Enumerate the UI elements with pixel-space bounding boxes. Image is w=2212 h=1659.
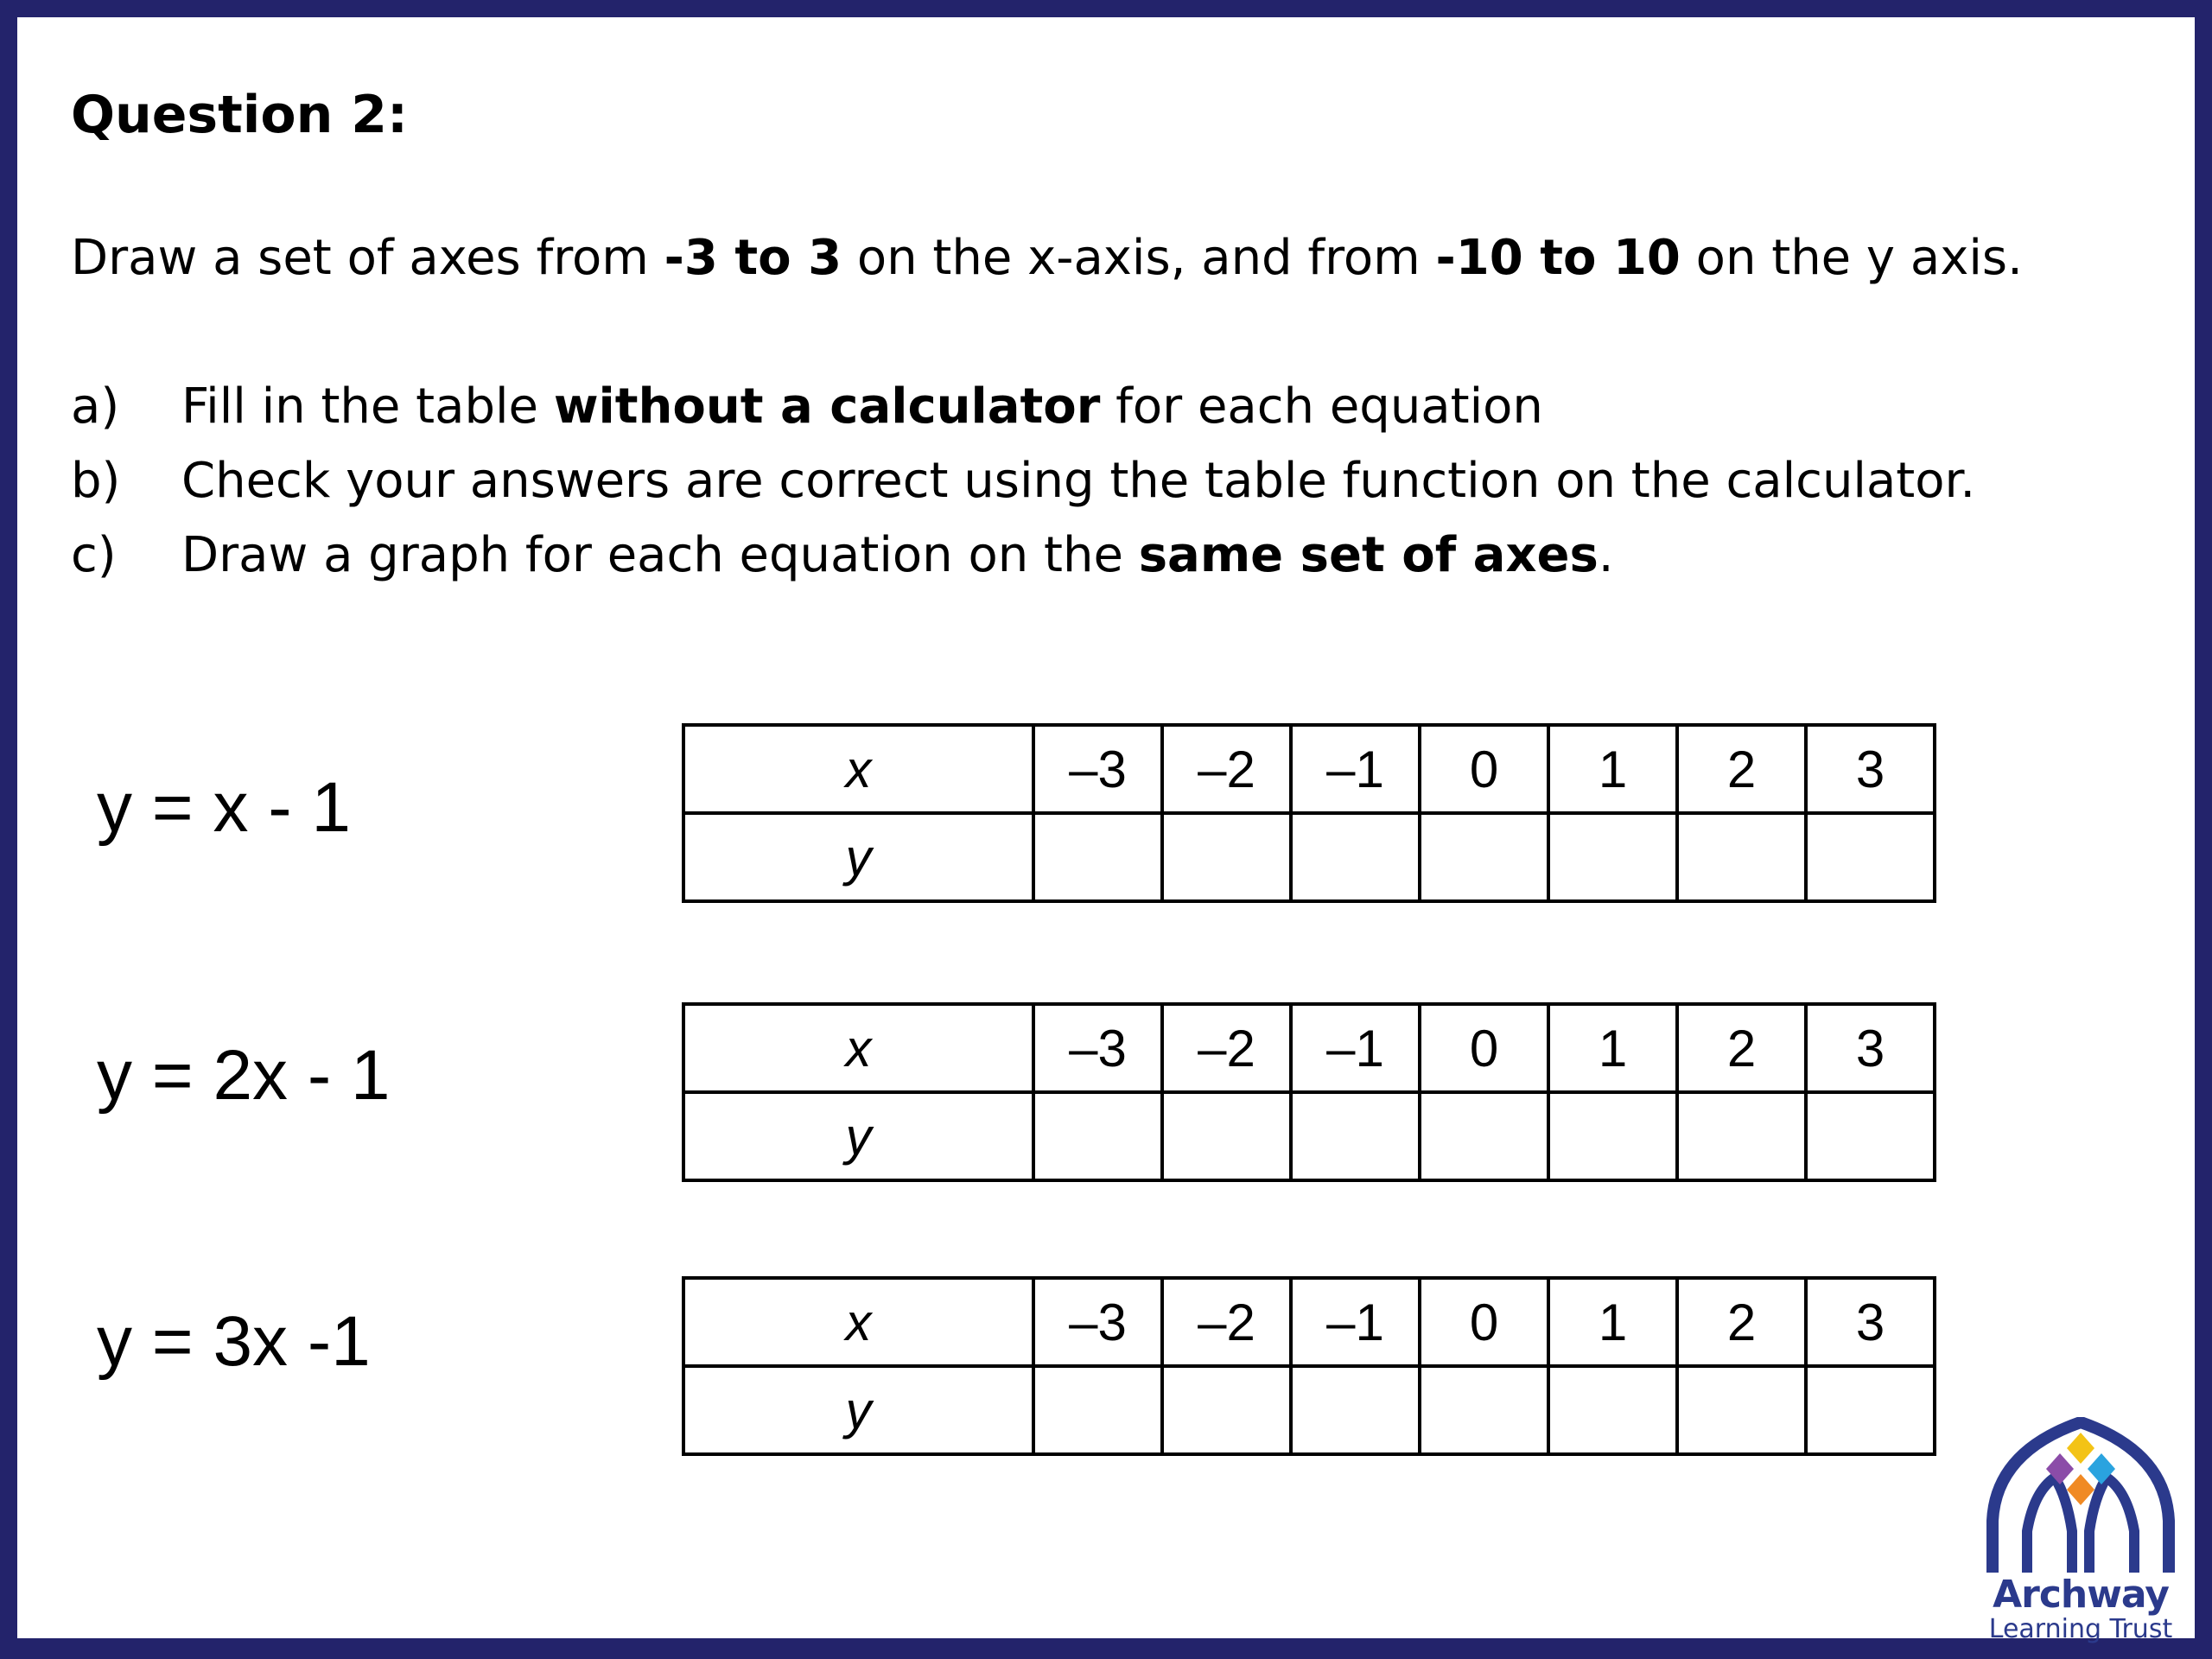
step-letter: b): [71, 453, 121, 509]
x-value: 3: [1806, 1004, 1935, 1092]
x-value: –1: [1291, 1278, 1420, 1366]
equation-2: y = 2x - 1: [97, 1036, 391, 1115]
values-table-1: [682, 723, 1936, 903]
x-value: 1: [1548, 1004, 1677, 1092]
archway-arch-icon: [1977, 1417, 2184, 1573]
step-text: Fill in the table without a calculator for each equation: [181, 378, 1543, 435]
x-label: x: [683, 725, 1033, 813]
y-answer-cell[interactable]: [1033, 1366, 1162, 1454]
instruction-y-range: -10 to 10: [1435, 230, 1681, 286]
y-answer-cell[interactable]: [1806, 1092, 1935, 1180]
x-value: –2: [1162, 1004, 1291, 1092]
y-answer-cell[interactable]: [1806, 1366, 1935, 1454]
y-answer-cell[interactable]: [1677, 1092, 1806, 1180]
y-row: [683, 813, 1935, 901]
y-answer-cell[interactable]: [1033, 813, 1162, 901]
y-answer-cell[interactable]: [1162, 1366, 1291, 1454]
y-answer-cell[interactable]: [1420, 813, 1548, 901]
instruction-part-3: on the y axis.: [1680, 230, 2023, 286]
x-value: 1: [1548, 725, 1677, 813]
x-value: 3: [1806, 1278, 1935, 1366]
x-value: –2: [1162, 1278, 1291, 1366]
step-text: Draw a graph for each equation on the same set of axes.: [181, 527, 1614, 583]
y-answer-cell[interactable]: [1548, 1366, 1677, 1454]
x-value: –3: [1033, 1278, 1162, 1366]
y-answer-cell[interactable]: [1677, 813, 1806, 901]
y-answer-cell[interactable]: [1420, 1366, 1548, 1454]
x-label: x: [683, 1004, 1033, 1092]
x-value: –2: [1162, 725, 1291, 813]
step-text: Check your answers are correct using the table function on the calculator.: [181, 453, 1976, 509]
x-row: [683, 1278, 1935, 1366]
x-row: [683, 725, 1935, 813]
x-value: 2: [1677, 1278, 1806, 1366]
y-row: [683, 1366, 1935, 1454]
x-label: x: [683, 1278, 1033, 1366]
logo-subtitle: Learning Trust: [1988, 1614, 2173, 1644]
x-value: 3: [1806, 725, 1935, 813]
values-table-2: [682, 1002, 1936, 1182]
instruction-part-1: Draw a set of axes from: [71, 230, 664, 286]
archway-logo: [1977, 1417, 2184, 1644]
x-row: [683, 1004, 1935, 1092]
step-letter: a): [71, 378, 120, 435]
y-answer-cell[interactable]: [1420, 1092, 1548, 1180]
y-label: y: [683, 813, 1033, 901]
x-value: 1: [1548, 1278, 1677, 1366]
instruction-x-range: -3 to 3: [664, 230, 842, 286]
y-answer-cell[interactable]: [1677, 1366, 1806, 1454]
x-value: 2: [1677, 1004, 1806, 1092]
equation-1: y = x - 1: [97, 768, 351, 847]
x-value: –1: [1291, 725, 1420, 813]
x-value: –3: [1033, 725, 1162, 813]
x-value: 2: [1677, 725, 1806, 813]
y-answer-cell[interactable]: [1806, 813, 1935, 901]
y-answer-cell[interactable]: [1291, 1366, 1420, 1454]
y-answer-cell[interactable]: [1548, 813, 1677, 901]
instruction-text: [71, 230, 2023, 286]
y-answer-cell[interactable]: [1033, 1092, 1162, 1180]
x-value: 0: [1420, 725, 1548, 813]
y-row: [683, 1092, 1935, 1180]
slide: [17, 17, 2195, 1644]
instruction-part-2: on the x-axis, and from: [842, 230, 1436, 286]
step-letter: c): [71, 527, 117, 583]
y-answer-cell[interactable]: [1162, 813, 1291, 901]
x-value: –3: [1033, 1004, 1162, 1092]
equation-3: y = 3x -1: [97, 1302, 371, 1381]
logo-name: Archway: [1993, 1573, 2169, 1617]
x-value: 0: [1420, 1004, 1548, 1092]
y-answer-cell[interactable]: [1291, 813, 1420, 901]
y-answer-cell[interactable]: [1291, 1092, 1420, 1180]
y-answer-cell[interactable]: [1162, 1092, 1291, 1180]
y-label: y: [683, 1366, 1033, 1454]
values-table-3: [682, 1276, 1936, 1456]
y-answer-cell[interactable]: [1548, 1092, 1677, 1180]
y-label: y: [683, 1092, 1033, 1180]
question-title: Question 2:: [71, 85, 408, 145]
x-value: 0: [1420, 1278, 1548, 1366]
x-value: –1: [1291, 1004, 1420, 1092]
